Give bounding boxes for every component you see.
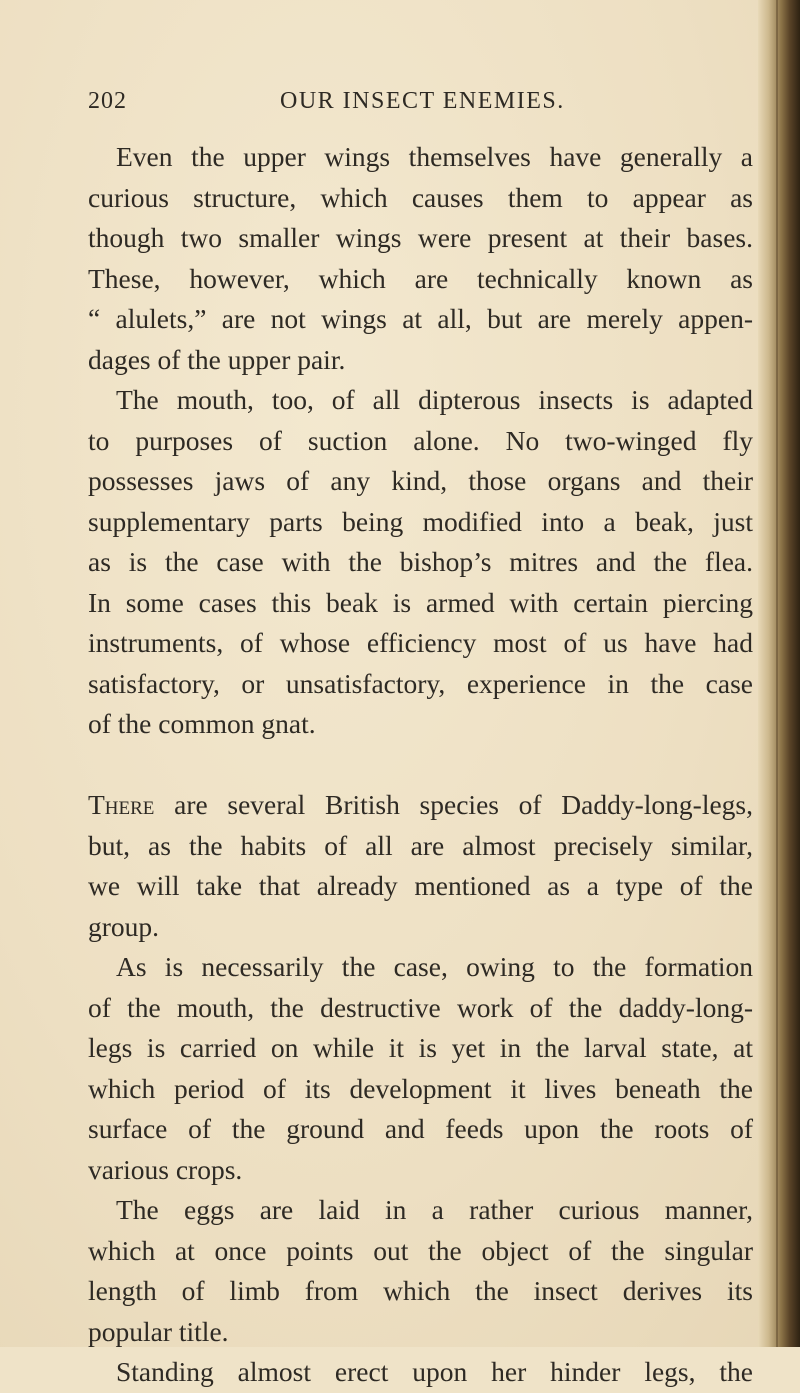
text-line: as is the case with the bishop’s mitres and the flea. <box>88 546 753 577</box>
paragraph <box>88 380 753 745</box>
text-line: which at once points out the object of the singular <box>88 1234 753 1266</box>
text-line: satisfactory, or unsatisfactory, experience in the case <box>88 667 753 699</box>
text-line: of the common gnat. <box>88 708 316 739</box>
text-line: to purposes of suction alone. No two-winged fly <box>88 424 753 456</box>
text-line: These, however, which are technically known as <box>88 262 753 294</box>
text-line: we will take that already mentioned as a type of the <box>88 870 753 901</box>
lead-word: There <box>88 789 155 820</box>
paragraph <box>88 1190 753 1352</box>
paragraph <box>88 1352 753 1393</box>
text-line: curious structure, which causes them to appear as <box>88 181 753 213</box>
text-line: group. <box>88 910 160 942</box>
running-title: OUR INSECT ENEMIES. <box>280 88 565 114</box>
text-line: possesses jaws of any kind, those organs and their <box>88 465 753 496</box>
paragraph <box>88 785 753 947</box>
page-header <box>88 88 753 124</box>
book-binding-edge <box>758 0 800 1347</box>
text-line: popular title. <box>88 1315 229 1347</box>
text-line: which period of its development it lives beneath the <box>88 1072 753 1104</box>
paragraph <box>88 137 753 380</box>
text-line: dages of the upper pair. <box>88 343 346 375</box>
text-line <box>88 785 753 826</box>
text-line: The eggs are laid in a rather curious manner, <box>116 1194 753 1225</box>
text-line: “ alulets,” are not wings at all, but are merely appen- <box>88 303 753 334</box>
paragraph <box>88 947 753 1190</box>
text-line: legs is carried on while it is yet in the larval state, at <box>88 1032 753 1063</box>
text-line: surface of the ground and feeds upon the roots of <box>88 1113 753 1144</box>
body-text <box>88 137 753 1393</box>
text-line: Standing almost erect upon her hinder legs, the <box>116 1356 753 1387</box>
text-line: instruments, of whose efficiency most of us have had <box>88 627 753 658</box>
text-line: of the mouth, the destructive work of the daddy-long- <box>88 991 753 1023</box>
text-line-rest: are several British species of Daddy-long-legs, <box>154 789 753 820</box>
text-line: length of limb from which the insect derives its <box>88 1275 753 1306</box>
text-line: Even the upper wings themselves have generally a <box>116 141 753 172</box>
text-line: supplementary parts being modified into a beak, just <box>88 505 753 537</box>
text-line: In some cases this beak is armed with certain piercing <box>88 586 753 618</box>
text-line: though two smaller wings were present at their bases. <box>88 222 753 253</box>
section-gap <box>88 745 753 786</box>
page-number: 202 <box>88 88 127 114</box>
text-line: but, as the habits of all are almost precisely similar, <box>88 829 753 861</box>
text-line: The mouth, too, of all dipterous insects is adapted <box>116 384 753 415</box>
text-line: various crops. <box>88 1153 243 1185</box>
text-line: As is necessarily the case, owing to the formation <box>116 951 753 982</box>
